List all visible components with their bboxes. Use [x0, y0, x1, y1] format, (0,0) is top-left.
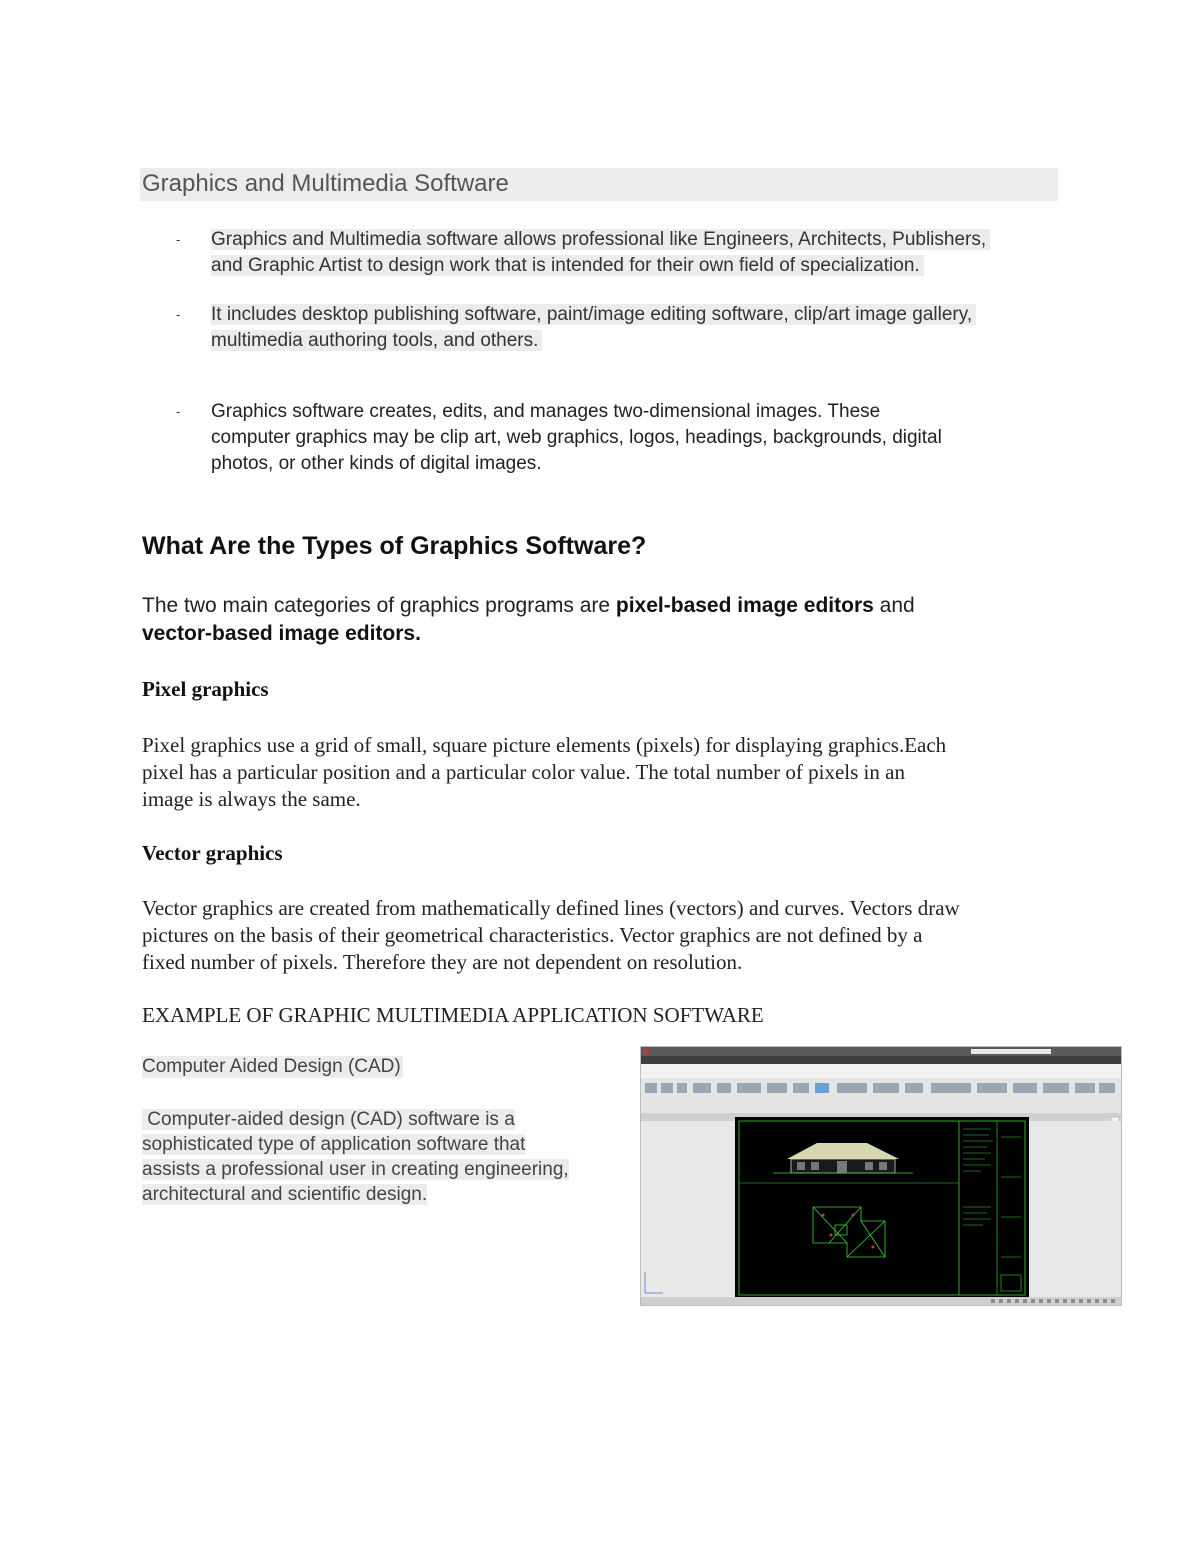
cad-app-icon: [643, 1049, 649, 1054]
section-heading: What Are the Types of Graphics Software?: [142, 532, 647, 560]
intro-text: and: [873, 594, 915, 617]
intro-text: The two main categories of graphics programs are: [142, 594, 616, 617]
pixel-graphics-paragraph: [142, 732, 1072, 813]
bullet-line: and Graphic Artist to design work that is intended for their own field of specialization.: [211, 255, 924, 276]
bullet-line: computer graphics may be clip art, web graphics, logos, headings, backgrounds, digital: [211, 427, 942, 448]
bullet-line: multimedia authoring tools, and others.: [211, 330, 542, 351]
cad-quick-toolbar: [641, 1064, 1121, 1078]
paragraph-line: image is always the same.: [142, 787, 361, 811]
cad-line: architectural and scientific design.: [142, 1184, 428, 1205]
cad-line: sophisticated type of application software that: [142, 1134, 526, 1155]
bullet-marker: -: [176, 307, 181, 322]
vector-graphics-heading: Vector graphics: [142, 841, 283, 865]
bullet-marker: -: [176, 404, 181, 419]
document-title: Graphics and Multimedia Software: [142, 170, 509, 197]
cad-description: [142, 1107, 612, 1207]
vector-graphics-paragraph: [142, 895, 1072, 976]
paragraph-line: pixel has a particular position and a particular color value. The total number of pixels in an: [142, 760, 905, 784]
intro-bold-pixel: pixel-based image editors: [615, 594, 874, 617]
cad-screenshot-illustration: [641, 1047, 1121, 1305]
pixel-graphics-heading: Pixel graphics: [142, 677, 269, 701]
cad-drawing-sheet: [735, 1117, 1029, 1299]
cad-screenshot: [640, 1046, 1122, 1306]
paragraph-line: fixed number of pixels. Therefore they are not dependent on resolution.: [142, 950, 743, 974]
bullet-item-2: [211, 302, 1061, 354]
intro-paragraph: [142, 592, 1042, 648]
bullet-line: photos, or other kinds of digital images.: [211, 453, 542, 474]
cad-menu-bar: [641, 1056, 1121, 1064]
intro-bold-vector: vector-based image editors.: [142, 622, 421, 645]
bullet-line: It includes desktop publishing software, paint/image editing software, clip/art image gallery,: [211, 304, 976, 325]
example-heading: EXAMPLE OF GRAPHIC MULTIMEDIA APPLICATION SOFTWARE: [142, 1003, 764, 1027]
cad-search-box: [971, 1049, 1051, 1054]
bullet-item-3: [211, 399, 1061, 477]
bullet-line: Graphics and Multimedia software allows professional like Engineers, Architects, Publishers,: [211, 229, 990, 250]
cad-line: Computer-aided design (CAD) software is a: [142, 1109, 515, 1130]
paragraph-line: Vector graphics are created from mathematically defined lines (vectors) and curves. Vectors draw: [142, 896, 960, 920]
cad-line: assists a professional user in creating engineering,: [142, 1159, 569, 1180]
bullet-item-1: [211, 227, 1061, 279]
bullet-marker: -: [176, 232, 181, 247]
bullet-line: Graphics software creates, edits, and manages two-dimensional images. These: [211, 401, 881, 422]
paragraph-line: Pixel graphics use a grid of small, square picture elements (pixels) for displaying graphics.Each: [142, 733, 947, 757]
paragraph-line: pictures on the basis of their geometrical characteristics. Vector graphics are not defined by a: [142, 923, 923, 947]
cad-title: Computer Aided Design (CAD): [142, 1056, 401, 1077]
